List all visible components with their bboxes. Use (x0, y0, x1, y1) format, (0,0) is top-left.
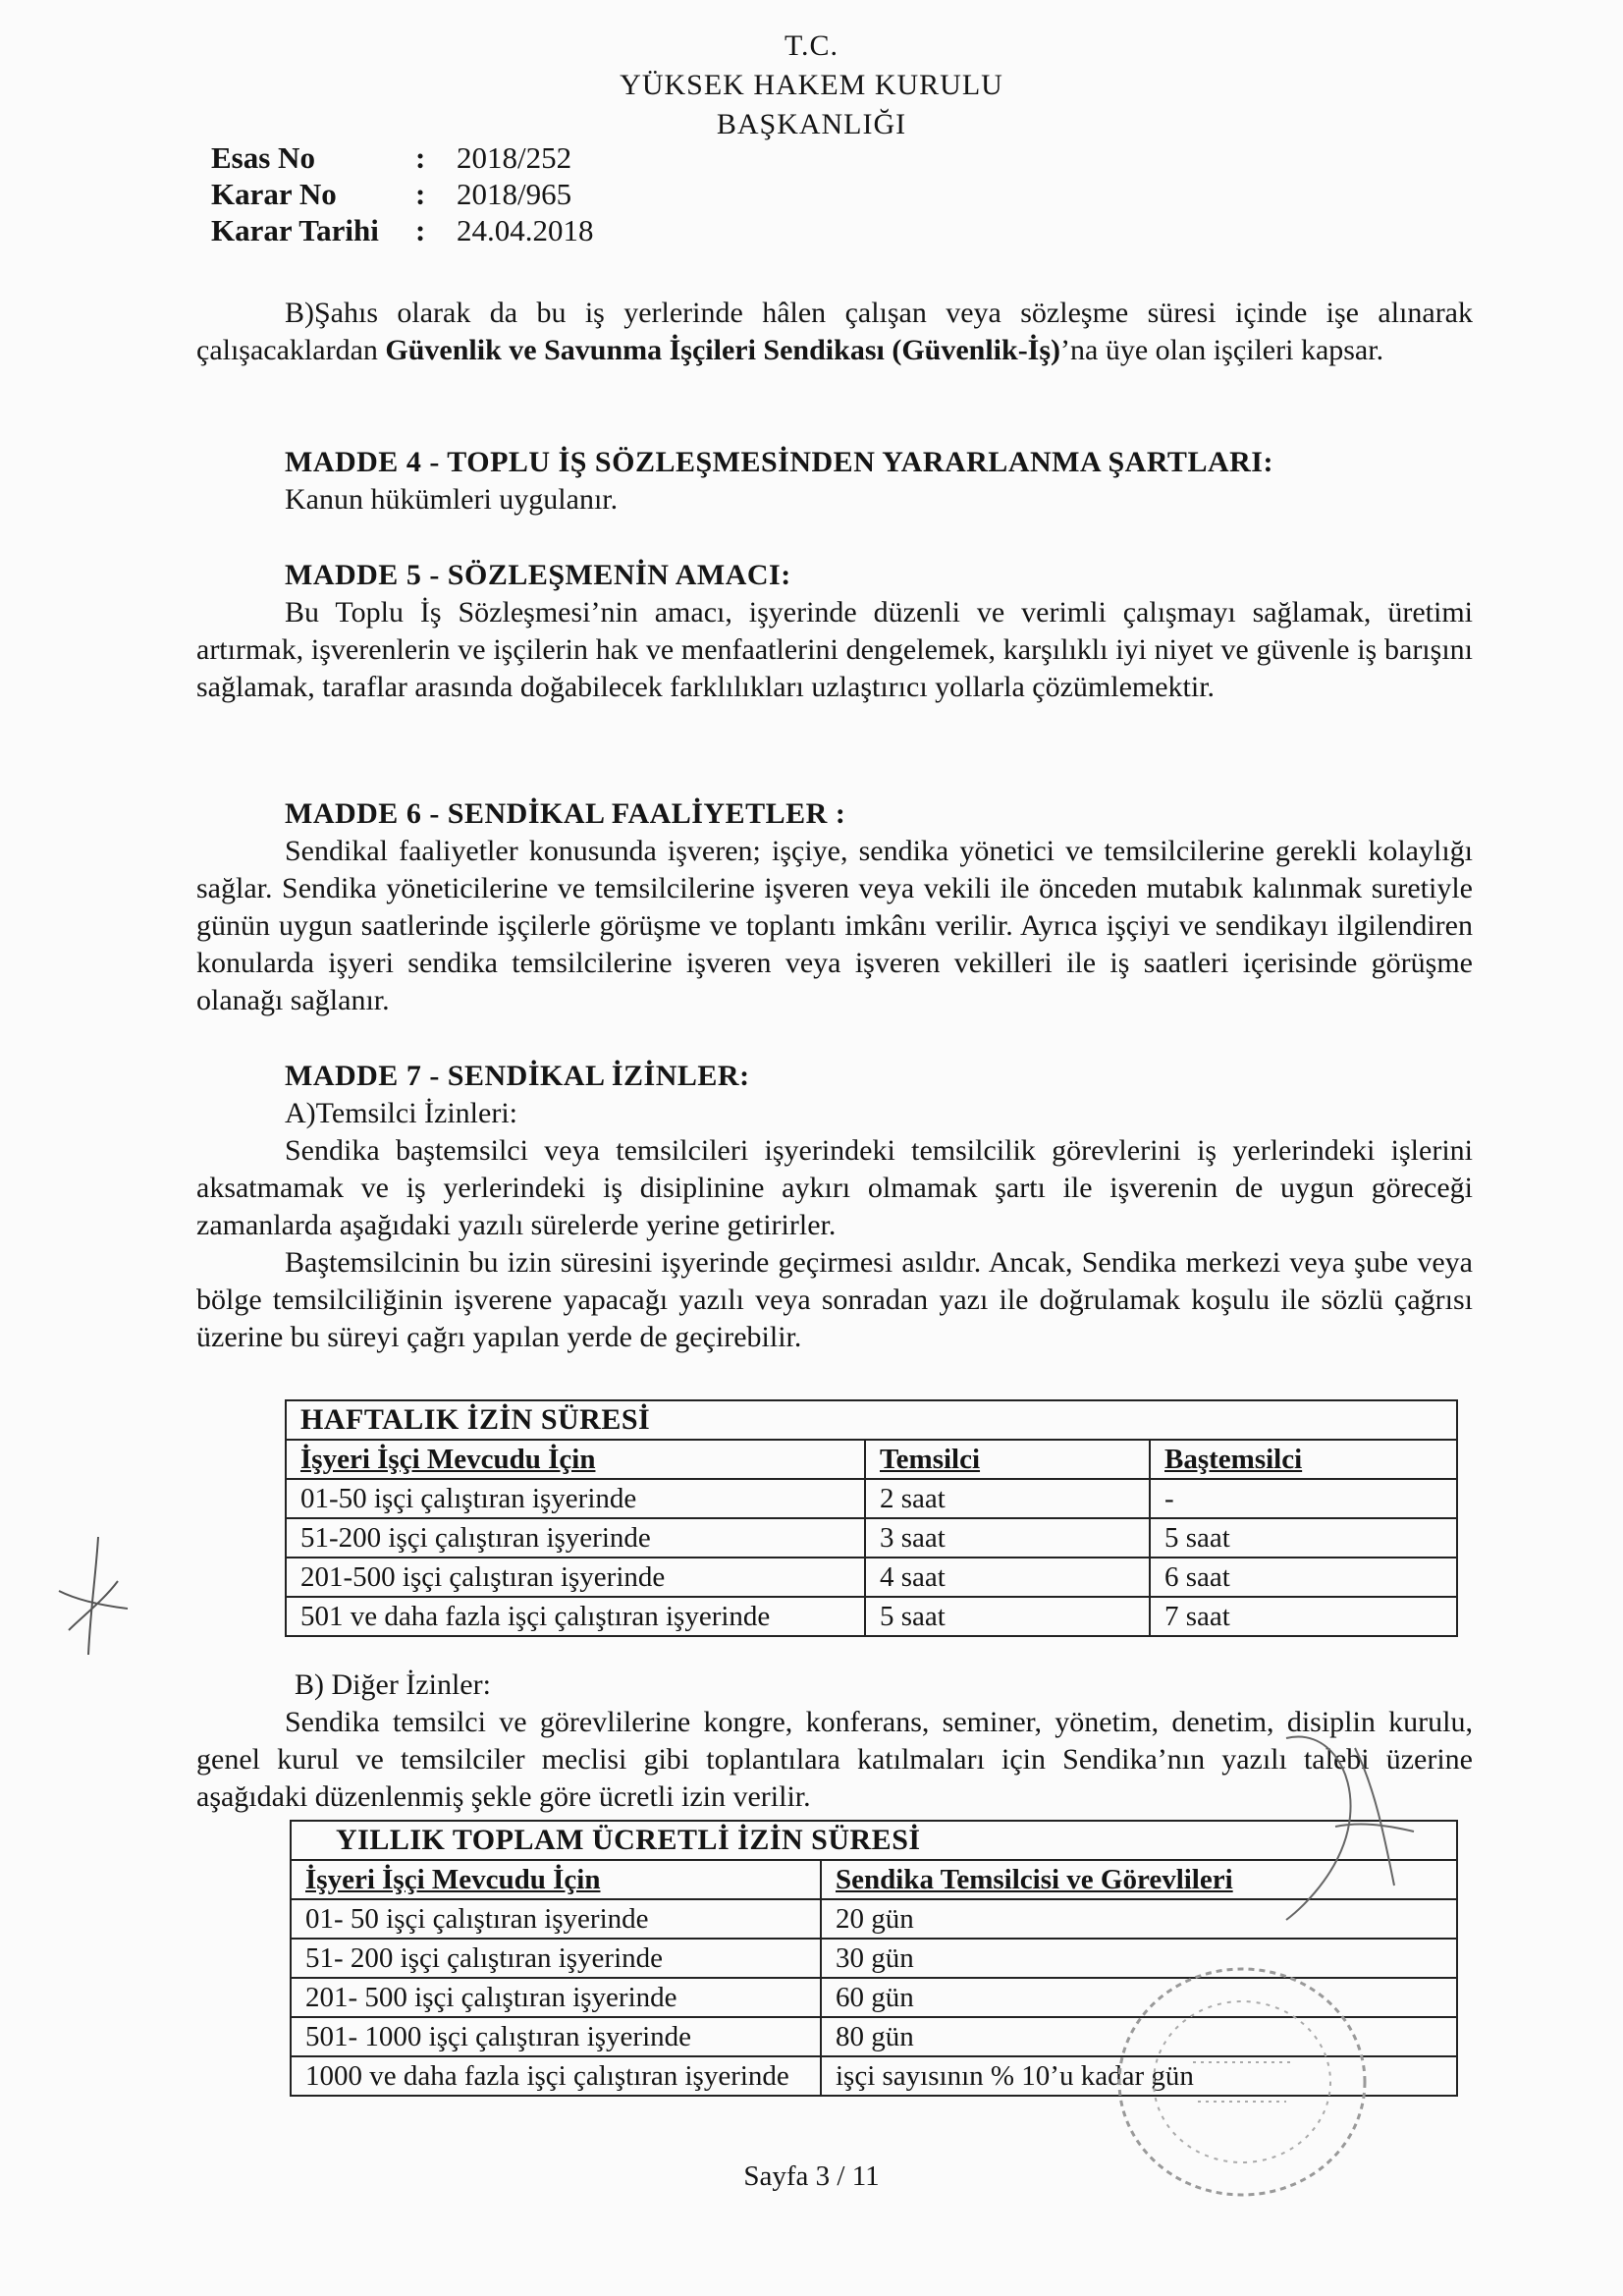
article-4 (196, 444, 1473, 519)
article-7 (196, 1058, 1473, 1356)
article-7-p2: Baştemsilcinin bu izin süresini işyerinde geçirmesi asıldır. Ancak, Sendika merkezi veya şube veya bölge temsilciliğinin işverene yapacağı yazılı veya sonradan yazı ile doğrulamak koşulu ile sözlü çağrısı üzerine bu süreyi çağrı yapılan yerde de geçirebilir. (196, 1246, 1473, 1353)
page-number: Sayfa 3 / 11 (743, 2160, 880, 2192)
table-header: İşyeri İşçi Mevcudu İçin (291, 1860, 821, 1899)
table-cell: 6 saat (1150, 1558, 1457, 1597)
table-cell: 20 gün (821, 1899, 1457, 1939)
intro-text: B)Şahıs olarak da bu iş yerlerinde hâlen çalışan veya sözleşme süresi içinde işe alınarak çalışacaklardan (196, 297, 1473, 366)
table-cell: 201- 500 işçi çalıştıran işyerinde (291, 1978, 821, 2017)
article-7-sub-a: A)Temsilci İzinleri: (285, 1097, 517, 1129)
table-cell: 7 saat (1150, 1597, 1457, 1636)
meta-key: Esas No (211, 140, 315, 175)
table-cell: 60 gün (821, 1978, 1457, 2017)
intro-paragraph (196, 295, 1473, 369)
table-row (286, 1479, 1457, 1518)
meta-value: 2018/965 (457, 177, 572, 211)
table-cell: 1000 ve daha fazla işçi çalıştıran işyerinde (291, 2056, 821, 2096)
table-title: YILLIK TOPLAM ÜCRETLİ İZİN SÜRESİ (291, 1821, 1457, 1860)
official-stamp (1105, 1954, 1380, 2210)
meta-key: Karar Tarihi (211, 213, 379, 247)
article-7-title: MADDE 7 - SENDİKAL İZİNLER: (285, 1060, 750, 1092)
table-row (286, 1518, 1457, 1558)
table-header: Sendika Temsilcisi ve Görevlileri (821, 1860, 1457, 1899)
meta-row-tarih (211, 212, 653, 248)
meta-colon: : (415, 140, 426, 175)
table-cell: 01- 50 işçi çalıştıran işyerinde (291, 1899, 821, 1939)
article-7-sub-b: B) Diğer İzinler: (295, 1668, 491, 1701)
table-cell: 3 saat (865, 1518, 1150, 1558)
case-meta (211, 139, 653, 248)
table-cell: - (1150, 1479, 1457, 1518)
article-7-p3: Sendika temsilci ve görevlilerine kongre, konferans, seminer, yönetim, denetim, disiplin kurulu, genel kurul ve temsilciler meclisi gibi toplantılara katılmaları için Sendika’nın yazılı talebi üzerine aşağıdaki düzenlenmiş şekle göre ücretli izin verilir. (196, 1706, 1473, 1813)
article-5-title: MADDE 5 - SÖZLEŞMENİN AMACI: (285, 559, 791, 591)
article-6 (196, 795, 1473, 1019)
table-cell: işçi sayısının % 10’u kadar gün (821, 2056, 1457, 2096)
table-cell: 51- 200 işçi çalıştıran işyerinde (291, 1939, 821, 1978)
table-header: Baştemsilci (1150, 1440, 1457, 1479)
union-name: Güvenlik ve Savunma İşçileri Sendikası (Güvenlik-İş) (385, 334, 1061, 366)
table-cell: 01-50 işçi çalıştıran işyerinde (286, 1479, 865, 1518)
table-cell: 30 gün (821, 1939, 1457, 1978)
meta-value: 2018/252 (457, 140, 572, 175)
table-header: İşyeri İşçi Mevcudu İçin (286, 1440, 865, 1479)
table-title: HAFTALIK İZİN SÜRESİ (286, 1400, 1457, 1440)
table-cell: 201-500 işçi çalıştıran işyerinde (286, 1558, 865, 1597)
article-5-text: Bu Toplu İş Sözleşmesi’nin amacı, işyerinde düzenli ve verimli çalışmayı sağlamak, üretimi artırmak, işverenlerin ve işçilerin hak ve menfaatlerini dengelemek, karşılıklı iyi niyet ve güvenle iş barışını sağlamak, taraflar arasında doğabilecek farklılıkları uzlaştırıcı yollarla çözümlemektir. (196, 596, 1473, 703)
header-line-tc: T.C. (784, 29, 839, 62)
signature-mark (49, 1532, 137, 1660)
meta-row-esas (211, 139, 653, 176)
intro-block (196, 295, 1473, 369)
table-cell: 5 saat (865, 1597, 1150, 1636)
article-4-text: Kanun hükümleri uygulanır. (285, 483, 619, 516)
weekly-leave-table (285, 1399, 1458, 1637)
meta-row-karar (211, 176, 653, 212)
header-line-office: BAŞKANLIĞI (716, 108, 907, 140)
header-line-court: YÜKSEK HAKEM KURULU (620, 69, 1003, 101)
table-cell: 2 saat (865, 1479, 1150, 1518)
article-5 (196, 557, 1473, 706)
table-row (286, 1597, 1457, 1636)
table-row (286, 1558, 1457, 1597)
article-6-text: Sendikal faaliyetler konusunda işveren; işçiye, sendika yönetici ve temsilcilerine gerekli kolaylığı sağlar. Sendika yöneticilerine ve temsilcilerine işveren veya vekili ile önceden mutabık kalınmak suretiyle günün uygun saatlerinde işçilerle görüşme ve toplantı imkânı verilir. Ayrıca işçiyi ve sendikayı ilgilendiren konularda işyeri sendika temsilcilerine işveren veya işveren vekilleri ile iş saatleri içerisinde görüşme olanağı sağlanır. (196, 835, 1473, 1016)
intro-text-end: ’na üye olan işçileri kapsar. (1060, 334, 1384, 366)
table-cell: 5 saat (1150, 1518, 1457, 1558)
table-cell: 501- 1000 işçi çalıştıran işyerinde (291, 2017, 821, 2056)
handwritten-initial (1267, 1709, 1424, 1935)
table-cell: 4 saat (865, 1558, 1150, 1597)
meta-colon: : (415, 213, 426, 247)
table-cell: 51-200 işçi çalıştıran işyerinde (286, 1518, 865, 1558)
table-cell: 80 gün (821, 2017, 1457, 2056)
table-cell: 501 ve daha fazla işçi çalıştıran işyerinde (286, 1597, 865, 1636)
article-7-p1: Sendika baştemsilci veya temsilcileri işyerindeki temsilcilik görevlerini iş yerlerindeki işlerini aksatmamak ve iş yerlerindeki iş disiplinine aykırı olmamak şartı ile işverenin de uygun göreceği zamanlarda aşağıdaki yazılı sürelerde yerine getirirler. (196, 1134, 1473, 1241)
article-4-title: MADDE 4 - TOPLU İŞ SÖZLEŞMESİNDEN YARARLANMA ŞARTLARI: (285, 446, 1273, 478)
meta-value: 24.04.2018 (457, 213, 594, 247)
meta-colon: : (415, 177, 426, 211)
article-6-title: MADDE 6 - SENDİKAL FAALİYETLER : (285, 797, 846, 830)
table-header: Temsilci (865, 1440, 1150, 1479)
meta-key: Karar No (211, 177, 337, 211)
